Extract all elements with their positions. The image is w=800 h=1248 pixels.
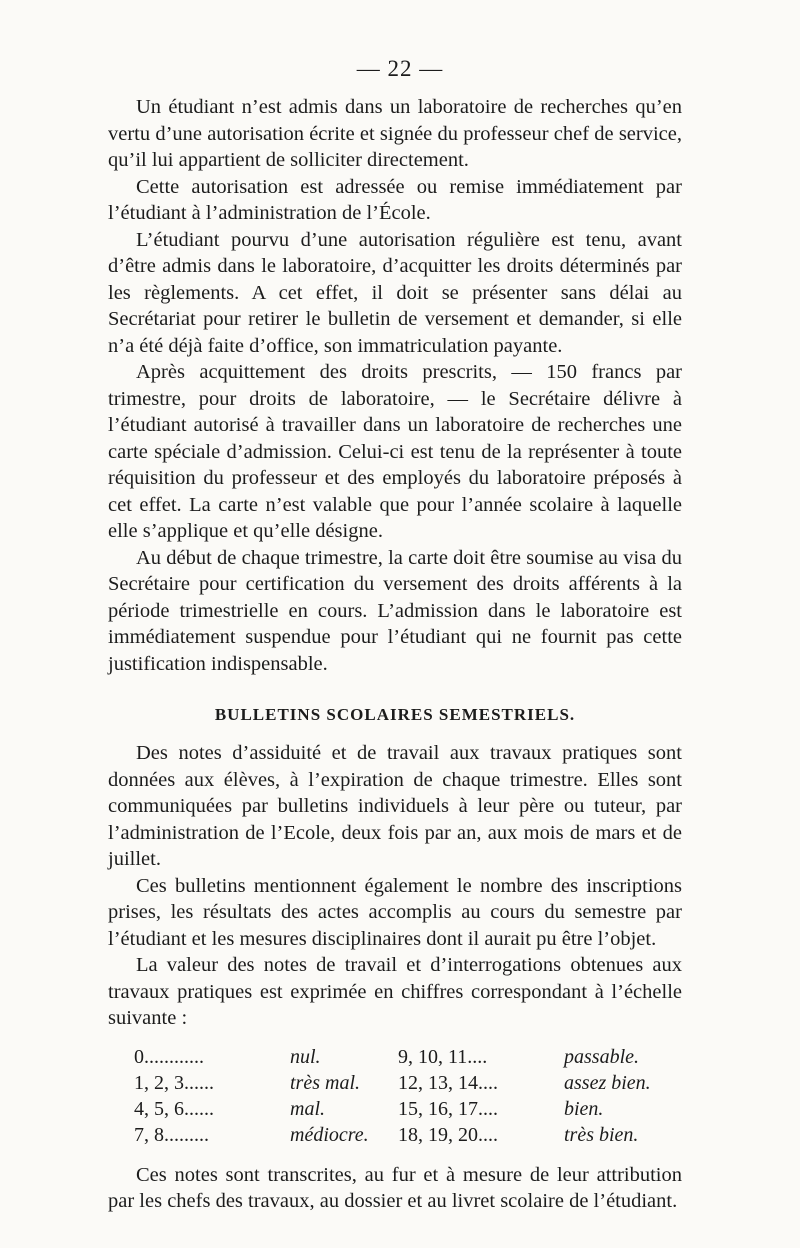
paragraph-admission-card: Après acquittement des droits prescrits, — 150 francs par trimestre, pour droits de laboratoire, — le Secrétaire délivre à l’étudiant autorisé à travailler dans un laboratoire de recherches une carte spéciale d’admission. Celui-ci est tenu de la représenter à toute réquisition du professeur et des employés du laboratoire préposés à cet effet. La carte n’est valable que pour l’année scolaire à laquelle elle s’applique et qu’elle désigne. [108, 361, 682, 542]
grade-scale-row [134, 1098, 651, 1124]
paragraph-bulletin-content: Ces bulletins mentionnent également le nombre des inscriptions prises, les résultats des actes accomplis au cours du semestre par l’étudiant et les mesures disciplinaires dont il aurait pu être l’objet. [108, 874, 682, 950]
grade-range: 9, 10, 11.... [398, 1045, 488, 1068]
paragraph-authorization-delivery: Cette autorisation est adressée ou remise immédiatement par l’étudiant à l’administration de l’École. [108, 175, 682, 224]
grade-range: 18, 19, 20.... [398, 1123, 498, 1146]
grade-scale-row [134, 1072, 651, 1098]
grade-label: assez bien. [564, 1071, 651, 1094]
grade-label: très mal. [290, 1071, 360, 1094]
paragraph-grades-intro: Des notes d’assiduité et de travail aux travaux pratiques sont données aux élèves, à l’expiration de chaque trimestre. Elles sont communiquées par bulletins individuels à leur père ou tuteur, par l’administration de l’Ecole, deux fois par an, aux mois de mars et de juillet. [108, 742, 682, 870]
grade-range: 7, 8......... [134, 1123, 209, 1146]
paragraph-quarterly-visa: Au début de chaque trimestre, la carte doit être soumise au visa du Secrétaire pour certification du versement des droits afférents à la période trimestrielle en cours. L’admission dans le laboratoire est immédiatement suspendue pour l’étudiant qui ne fournit pas cette justification indispensable. [108, 546, 682, 675]
grade-range: 12, 13, 14.... [398, 1071, 498, 1094]
page-body [108, 94, 682, 1215]
grade-label: médiocre. [290, 1123, 369, 1146]
grade-range: 15, 16, 17.... [398, 1097, 498, 1120]
paragraph-lab-authorization: Un étudiant n’est admis dans un laboratoire de recherches qu’en vertu d’une autorisation écrite et signée du professeur chef de service, qu’il lui appartient de solliciter directement. [108, 96, 682, 171]
paragraph-scale-intro: La valeur des notes de travail et d’interrogations obtenues aux travaux pratiques est exprimée en chiffres correspondant à l’échelle suivante : [108, 954, 682, 1029]
paragraph-closing: Ces notes sont transcrites, au fur et à mesure de leur attribution par les chefs des travaux, au dossier et au livret scolaire de l’étudiant. [108, 1163, 682, 1212]
grade-scale-row [134, 1046, 651, 1072]
section-heading: BULLETINS SCOLAIRES SEMESTRIELS. [214, 705, 576, 724]
grade-range: 1, 2, 3...... [134, 1071, 214, 1094]
grade-range: 4, 5, 6...... [134, 1097, 214, 1120]
grade-scale-table [134, 1046, 651, 1150]
paragraph-fees: L’étudiant pourvu d’une autorisation régulière est tenu, avant d’être admis dans le laboratoire, d’acquitter les droits déterminés par les règlements. A cet effet, il doit se présenter sans délai au Secrétariat pour retirer le bulletin de versement et demander, si elle n’a été déjà faite d’office, son immatriculation payante. [108, 228, 682, 357]
page-number: — 22 — [356, 56, 444, 81]
grade-range: 0............ [134, 1045, 204, 1068]
grade-label: bien. [564, 1097, 604, 1120]
grade-label: nul. [290, 1045, 321, 1068]
grade-scale-row [134, 1124, 651, 1150]
grade-label: passable. [564, 1045, 639, 1068]
grade-label: mal. [290, 1097, 325, 1120]
grade-label: très bien. [564, 1123, 639, 1146]
